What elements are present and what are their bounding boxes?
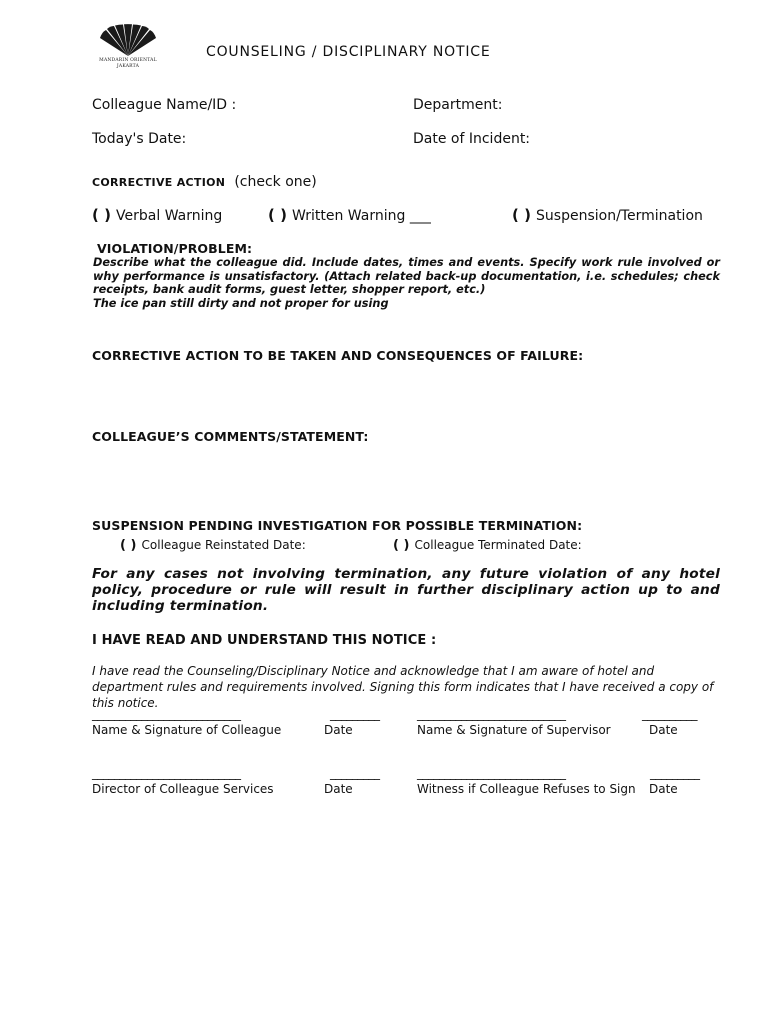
violation-heading: VIOLATION/PROBLEM: (97, 241, 253, 256)
witness-signature-label: Witness if Colleague Refuses to Sign (417, 782, 636, 796)
colleague-date-label: Date (324, 723, 353, 737)
colleague-date-line[interactable]: _________ (330, 707, 380, 721)
suspension-checkbox[interactable]: ( ) (512, 206, 531, 224)
written-warning-label: Written Warning ___ (292, 208, 431, 224)
violation-instructions: Describe what the colleague did. Include dates, times and events. Specify work rule involved or why performance is unsatisfactory. (Attach related back-up documentation, i.e. schedules; check receipts, bank audit forms, guest letter, shopper report, etc.) (93, 256, 720, 296)
colleague-comments-heading: COLLEAGUE’S COMMENTS/STATEMENT: (92, 429, 369, 444)
terminated-label: Colleague Terminated Date: (414, 538, 582, 552)
logo-text-line-1: MANDARIN ORIENTAL (99, 58, 157, 63)
supervisor-signature-label: Name & Signature of Supervisor (417, 723, 611, 737)
director-signature-line[interactable]: ___________________________ (92, 766, 241, 780)
witness-date-line[interactable]: _________ (650, 766, 700, 780)
terminated-checkbox[interactable]: ( ) (393, 538, 410, 553)
option-verbal-warning[interactable] (92, 205, 222, 224)
violation-answer[interactable]: The ice pan still dirty and not proper for using (93, 296, 389, 310)
acknowledgement-heading: I HAVE READ AND UNDERSTAND THIS NOTICE : (92, 633, 437, 648)
option-suspension-termination[interactable] (512, 205, 703, 224)
colleague-signature-label: Name & Signature of Colleague (92, 723, 282, 737)
option-written-warning[interactable] (268, 205, 431, 224)
logo-text-line-2: JAKARTA (116, 64, 140, 69)
verbal-warning-checkbox[interactable]: ( ) (92, 206, 111, 224)
violation-description (93, 256, 720, 310)
suspension-heading: SUSPENSION PENDING INVESTIGATION FOR POSSIBLE TERMINATION: (92, 518, 583, 533)
reinstated-label: Colleague Reinstated Date: (141, 538, 306, 552)
date-of-incident-label: Date of Incident: (413, 131, 531, 147)
witness-date-label: Date (649, 782, 678, 796)
department-label: Department: (413, 97, 503, 113)
acknowledgement-text: I have read the Counseling/Disciplinary Notice and acknowledge that I am aware of hotel and department rules and requirements involved. Signing this form indicates that I have received a copy of this notice. (92, 664, 714, 710)
corrective-action-row (92, 171, 317, 190)
witness-signature-line[interactable]: ___________________________ (417, 766, 566, 780)
todays-date-label: Today's Date: (92, 131, 187, 147)
colleague-signature-line[interactable]: ___________________________ (92, 707, 241, 721)
page-title: COUNSELING / DISCIPLINARY NOTICE (206, 44, 491, 60)
written-warning-checkbox[interactable]: ( ) (268, 206, 287, 224)
verbal-warning-label: Verbal Warning (116, 208, 223, 224)
supervisor-date-line[interactable]: __________ (642, 707, 697, 721)
policy-statement: For any cases not involving termination, any future violation of any hotel policy, procedure or rule will result in further disciplinary action up to and including termination. (92, 566, 720, 614)
director-date-label: Date (324, 782, 353, 796)
suspension-termination-label: Suspension/Termination (536, 208, 703, 224)
fan-logo-icon (96, 24, 160, 58)
director-date-line[interactable]: _________ (330, 766, 380, 780)
terminated-option[interactable] (393, 534, 582, 553)
colleague-name-label: Colleague Name/ID : (92, 97, 237, 113)
corrective-consequences-heading: CORRECTIVE ACTION TO BE TAKEN AND CONSEQUENCES OF FAILURE: (92, 348, 584, 363)
supervisor-signature-line[interactable]: ___________________________ (417, 707, 566, 721)
hotel-logo (96, 24, 160, 74)
corrective-action-label: CORRECTIVE ACTION (92, 176, 226, 189)
check-one-note: (check one) (234, 174, 317, 190)
supervisor-date-label: Date (649, 723, 678, 737)
reinstated-option[interactable] (120, 534, 306, 553)
reinstated-checkbox[interactable]: ( ) (120, 538, 137, 553)
director-signature-label: Director of Colleague Services (92, 782, 274, 796)
